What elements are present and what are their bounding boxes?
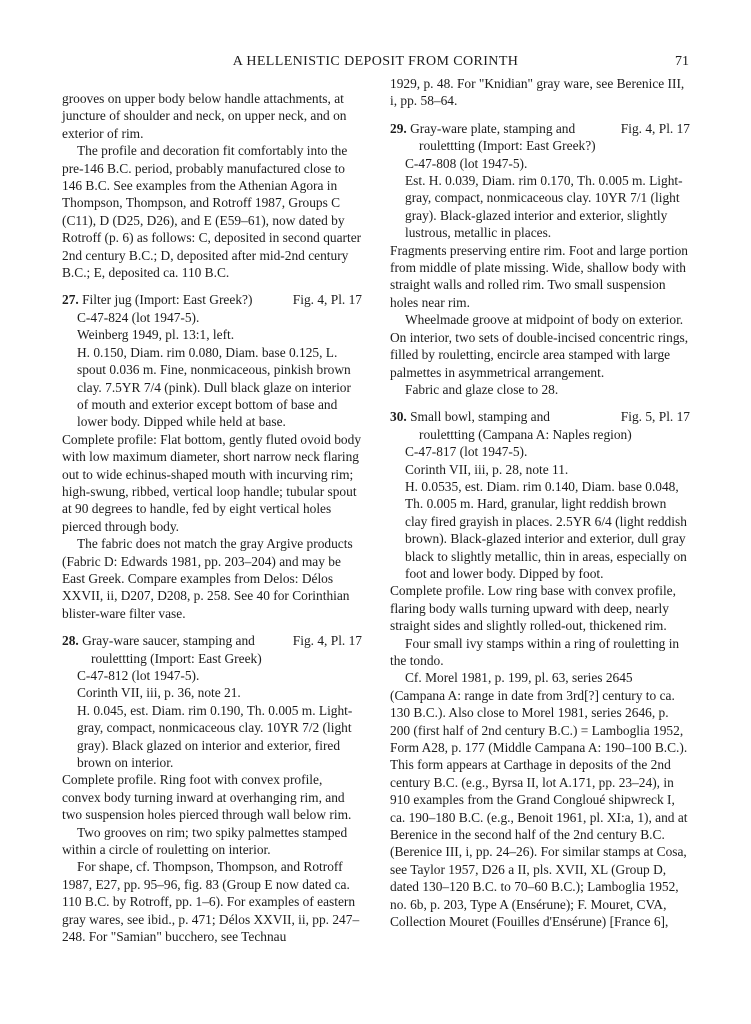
- entry-27-heading: [62, 291, 362, 308]
- entry-30-heading: [390, 408, 690, 425]
- entry-28-name-continued: roulettting (Import: East Greek): [91, 650, 262, 666]
- entry-29-name: Gray-ware plate, stamping and: [410, 120, 576, 136]
- entry-27-inventory: C-47-824 (lot 1947-5).: [77, 309, 200, 325]
- entry-27-profile: Complete profile: Flat bottom, gently fluted ovoid body with low maximum diameter, short narrow neck flaring out to wide echinus-shaped mouth with incurving rim; high-swung, ribbed, vertical loop handle; tubular spout at 90 degrees to handle, fed by eight vertical holes pierced through body.: [62, 431, 362, 534]
- entry-28-inventory: C-47-812 (lot 1947-5).: [77, 668, 200, 683]
- entry-30-figure-ref: Fig. 5, Pl. 17: [620, 409, 690, 425]
- entry-27-name: Filter jug (Import: East Greek?): [82, 292, 253, 308]
- entry-28-profile: Complete profile. Ring foot with convex profile, convex body turning inward at overhanging rim, and two suspension holes pierced through wall below rim.: [62, 772, 352, 823]
- entry-28-reference: Corinth VII, iii, p. 36, note 21.: [77, 685, 241, 701]
- entry-29-inventory: C-47-808 (lot 1947-5).: [405, 155, 528, 171]
- entry-27-details: [62, 309, 362, 431]
- entry-30-name: Small bowl, stamping and: [410, 409, 550, 425]
- entry-30-comparanda: Cf. Morel 1981, p. 199, pl. 63, series 2645 (Campana A: range in date from 3rd[?] century to ca. 130 B.C.). Also close to Morel 1981, series 2646, p. 200 (first half of 2nd century B.C.) = Lamboglia 1952, Form A28, p. 177 (Middle Campana A: 190–100 B.C.). This form appears at Carthage in deposits of the 2nd century B.C. (e.g., Byrsa II, lot A.171, pp. 23–24), in 910 examples from the Grand Congloué shipwreck I, ca. 190–180 B.C. (e.g., Benoit 1961, pl. XI:a, 1), and at Berenice in the second half of the 2nd century B.C. (Berenice III, i, pp. 24–26). For similar stamps at Cosa, see Taylor 1957, D26 a II, pls. XVII, XL (Group D, dated 130–120 B.C. to 70–60 B.C.); Lamboglia 1952, no. 6b, p. 203, Type A (Ensérune); F. Mouret, CVA, Collection Mouret (Fouilles d'Ensérune) [France 6],: [390, 670, 688, 930]
- entry-30-number: 30.: [390, 409, 407, 425]
- entry-29-fabric: Fabric and glaze close to 28.: [405, 381, 559, 397]
- entry-28-title: [62, 632, 287, 649]
- page-header: [60, 54, 691, 74]
- entry-30-profile: Complete profile. Low ring base with convex profile, flaring body walls turning upward with deep, nearly straight sides and slightly rolled-out, thickened rim.: [390, 583, 676, 634]
- entry-28-dimensions: H. 0.045, est. Diam. rim 0.190, Th. 0.005 m. Light-gray, compact, nonmicaceous clay. 10YR 7/2 (light gray). Black glazed on interior and exterior, fired brown on interior.: [77, 702, 353, 771]
- entry-27-reference: Weinberg 1949, pl. 13:1, left.: [77, 327, 235, 343]
- entry-27-dimensions: H. 0.150, Diam. rim 0.080, Diam. base 0.125, L. spout 0.036 m. Fine, nonmicaceous, pinkish brown clay. 7.5YR 7/4 (pink). Dull black glaze on interior of mouth and exterior except bottom of base and lower body. Dipped while held at base.: [77, 344, 351, 430]
- entry-27-figure-ref: Fig. 4, Pl. 17: [292, 292, 362, 308]
- intro-dating-paragraph: The profile and decoration fit comfortably into the pre-146 B.C. period, probably manufactured close to 146 B.C. See examples from the Athenian Agora in Thompson, Thompson, and Rotroff 1987, Groups C (C11), D (D25, D26), and E (E59–61), now dated by Rotroff (p. 6) as follows: C, deposited in second quarter 2nd century B.C.; D, deposited after mid-2nd century B.C.; E, deposited ca. 110 B.C.: [62, 143, 362, 281]
- entry-28-shape-note: For shape, cf. Thompson, Thompson, and Rotroff 1987, E27, pp. 95–96, fig. 83 (Group E now dated ca. 110 B.C. by Rotroff, pp. 1–6). For examples of eastern gray wares, see ibid., p. 471; Délos XXVII, ii, pp. 247–248. For "Samian" bucchero, see Technau: [62, 859, 360, 945]
- entry-30-details: [390, 443, 690, 582]
- entry-28-figure-ref: Fig. 4, Pl. 17: [292, 633, 362, 649]
- entry-30-dimensions: H. 0.0535, est. Diam. rim 0.140, Diam. base 0.048, Th. 0.005 m. Hard, granular, light reddish brown clay fired grayish in places. 2.5YR 6/4 (light reddish brown). Black-glazed interior and exterior, dull gray black to slightly metallic, thin in areas, especially on foot and lower body. Dipped by foot.: [405, 478, 687, 581]
- entry-27-title: [62, 291, 287, 308]
- entry-29-decoration: Wheelmade groove at midpoint of body on exterior. On interior, two sets of double-incised concentric rings, filled by rouletting, encircle area stamped with large palmettes in asymmetrical arrangement.: [390, 312, 689, 380]
- entry-30-inventory: C-47-817 (lot 1947-5).: [405, 444, 528, 460]
- intro-grooves-paragraph: grooves on upper body below handle attachments, at juncture of shoulder and neck, on upper neck, and on exterior of rim.: [62, 91, 347, 141]
- entry-28-grooves: Two grooves on rim; two spiky palmettes stamped within a circle of rouletting on interior.: [62, 824, 348, 858]
- entry-29-number: 29.: [390, 120, 407, 136]
- left-column: [62, 90, 362, 946]
- entry-29-name-continued: roulettting (Import: East Greek?): [419, 138, 596, 154]
- running-title: A HELLENISTIC DEPOSIT FROM CORINTH: [232, 54, 519, 69]
- entry-30-name-continued: roulettting (Campana A: Naples region): [419, 426, 632, 442]
- right-column: [390, 75, 690, 931]
- entry-30-stamps: Four small ivy stamps within a ring of rouletting in the tondo.: [390, 635, 680, 668]
- page-number: 71: [675, 54, 689, 69]
- entry-27-number: 27.: [62, 292, 79, 308]
- carryover-paragraph: 1929, p. 48. For "Knidian" gray ware, see Berenice III, i, pp. 58–64.: [390, 76, 685, 109]
- entry-28-name: Gray-ware saucer, stamping and: [82, 633, 255, 649]
- entry-29-profile: Fragments preserving entire rim. Foot and large portion from middle of plate missing. Wide, shallow body with straight walls and rolled rim. Two small suspension holes near rim.: [390, 242, 689, 310]
- entry-29-heading: [390, 120, 690, 137]
- entry-29-title: [390, 120, 615, 137]
- entry-28-number: 28.: [62, 633, 79, 649]
- entry-29-figure-ref: Fig. 4, Pl. 17: [620, 120, 690, 136]
- entry-28-details: [62, 667, 362, 771]
- entry-29-dimensions: Est. H. 0.039, Diam. rim 0.170, Th. 0.005 m. Light-gray, compact, nonmicaceous clay. 10YR 7/1 (light gray). Black-glazed interior and exterior, slightly lustrous, metallic in places.: [405, 173, 683, 241]
- entry-30-reference: Corinth VII, iii, p. 28, note 11.: [405, 461, 569, 477]
- entry-27-fabric-note: The fabric does not match the gray Argive products (Fabric D: Edwards 1981, pp. 203–204) and may be East Greek. Compare examples from Delos: Délos XXVII, ii, D207, D208, p. 258. See 40 for Corinthian blister-ware filter vase.: [62, 536, 353, 621]
- entry-30-title: [390, 408, 615, 425]
- entry-29-details: [390, 155, 690, 242]
- entry-28-heading: [62, 632, 362, 649]
